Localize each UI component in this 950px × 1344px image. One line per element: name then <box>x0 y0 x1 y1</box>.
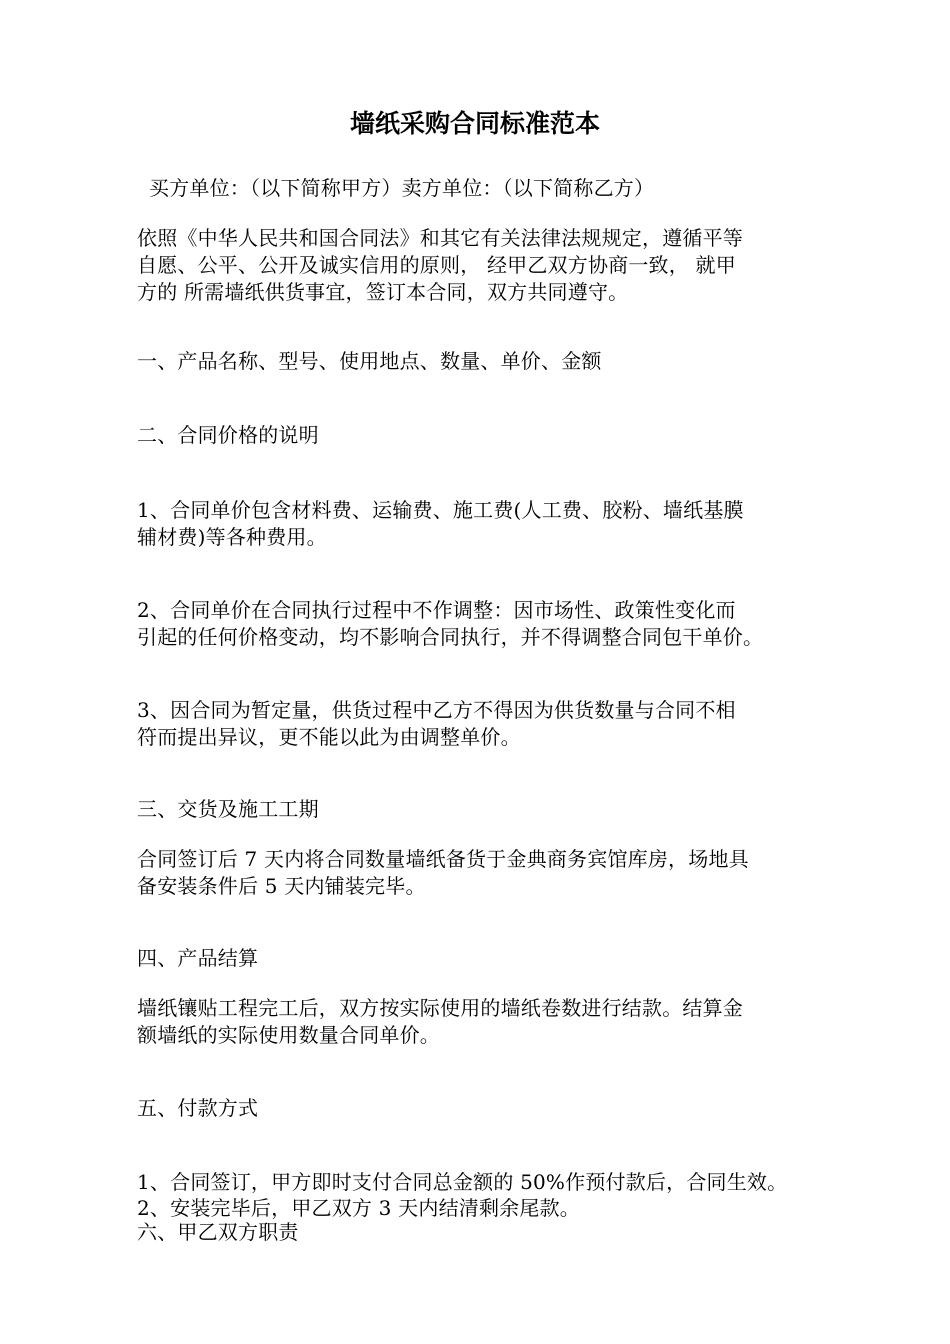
intro-line-1: 依照《中华人民共和国合同法》和其它有关法律法规规定，遵循平等 <box>137 226 743 250</box>
section-heading-6: 六、甲乙双方职责 <box>137 1220 299 1244</box>
price-item-1-line-1: 1、合同单价包含材料费、运输费、施工费(人工费、胶粉、墙纸基膜 <box>137 498 744 522</box>
delivery-line-1: 合同签订后 7 天内将合同数量墙纸备货于金典商务宾馆库房，场地具 <box>137 847 749 871</box>
price-item-1-line-2: 辅材费)等各种费用。 <box>137 525 327 549</box>
payment-line-2: 2、安装完毕后，甲乙双方 3 天内结清剩余尾款。 <box>137 1196 580 1220</box>
payment-line-1: 1、合同签订，甲方即时支付合同总金额的 50%作预付款后，合同生效。 <box>137 1170 788 1194</box>
intro-line-3: 方的 所需墙纸供货事宜，签订本合同，双方共同遵守。 <box>137 280 629 304</box>
section-heading-1: 一、产品名称、型号、使用地点、数量、单价、金额 <box>137 349 602 373</box>
document-title: 墙纸采购合同标准范本 <box>349 109 600 138</box>
parties-line: 买方单位：（以下简称甲方）卖方单位：（以下简称乙方） <box>149 176 655 200</box>
intro-line-2: 自愿、公平、公开及诚实信用的原则， 经甲乙双方协商一致， 就甲 <box>137 253 736 277</box>
price-item-3-line-2: 符而提出异议，更不能以此为由调整单价。 <box>137 725 521 749</box>
section-heading-3: 三、交货及施工工期 <box>137 797 319 821</box>
settlement-line-1: 墙纸镶贴工程完工后，双方按实际使用的墙纸卷数进行结款。结算金 <box>137 996 743 1020</box>
price-item-3-line-1: 3、因合同为暂定量，供货过程中乙方不得因为供货数量与合同不相 <box>137 698 736 722</box>
price-item-2-line-1: 2、合同单价在合同执行过程中不作调整：因市场性、政策性变化而 <box>137 598 736 622</box>
section-heading-5: 五、付款方式 <box>137 1096 259 1120</box>
section-heading-2: 二、合同价格的说明 <box>137 423 319 447</box>
section-heading-4: 四、产品结算 <box>137 946 259 970</box>
settlement-line-2: 额墙纸的实际使用数量合同单价。 <box>137 1023 440 1047</box>
delivery-line-2: 备安装条件后 5 天内铺装完毕。 <box>137 874 426 898</box>
price-item-2-line-2: 引起的任何价格变动，均不影响合同执行，并不得调整合同包干单价。 <box>137 625 764 649</box>
